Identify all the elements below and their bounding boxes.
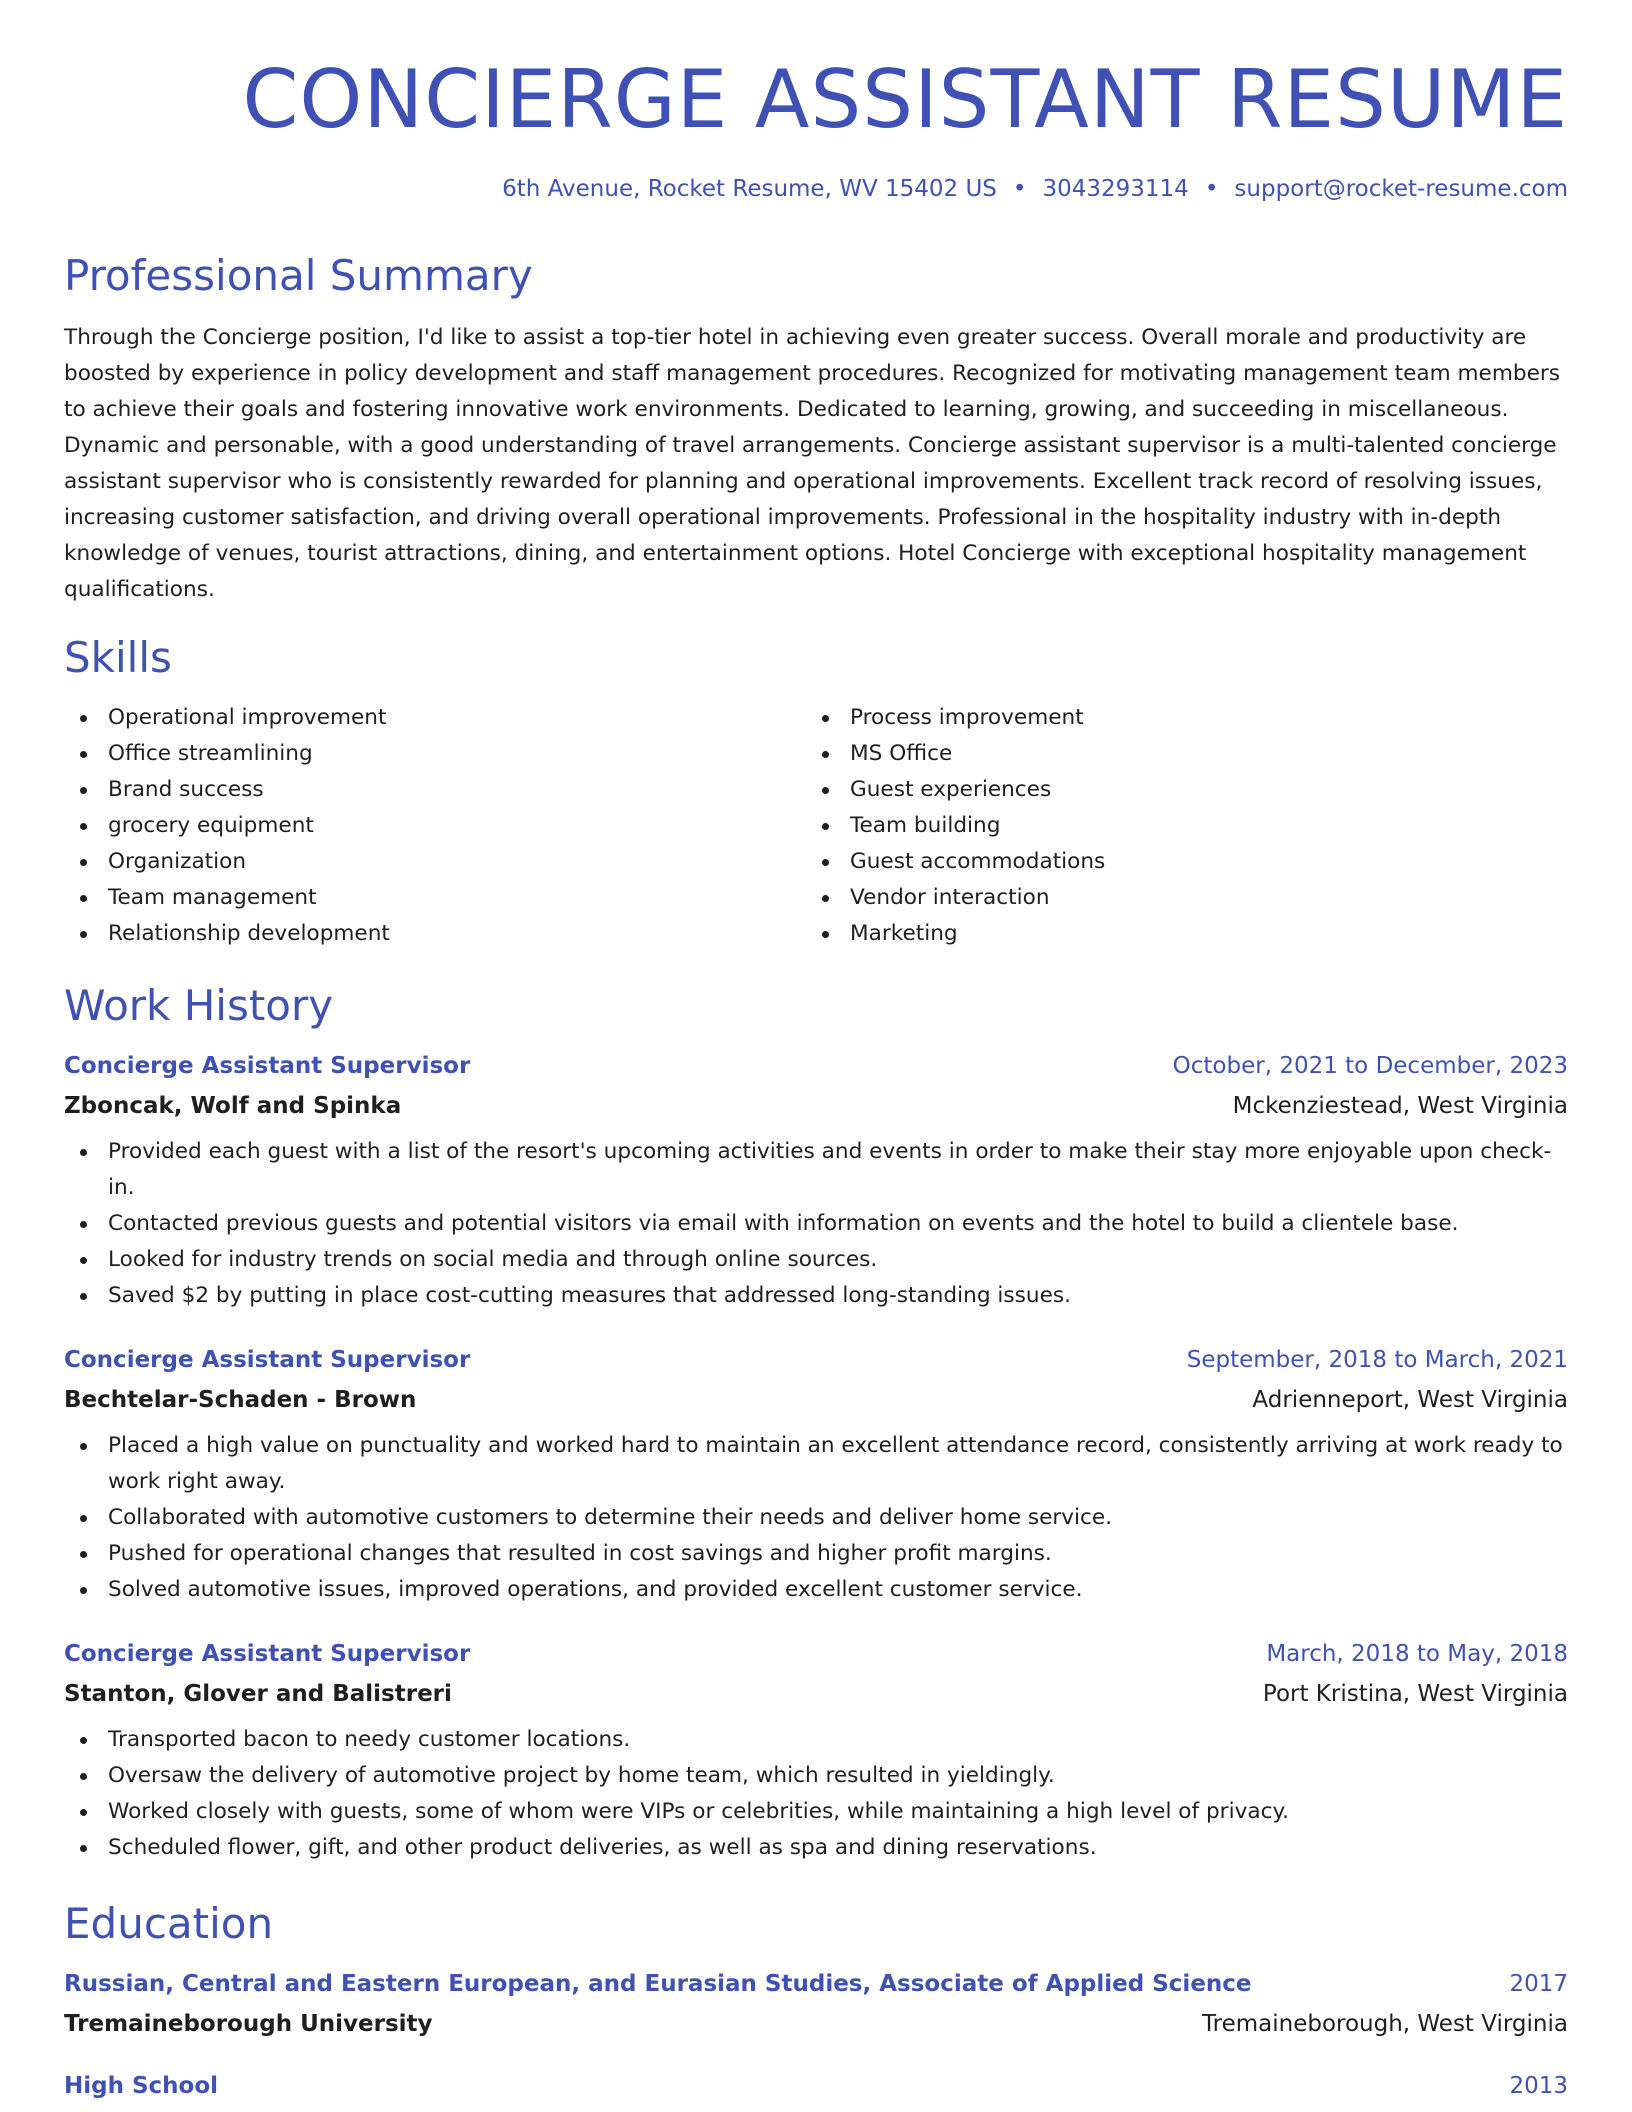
job-entry [64, 1634, 1568, 1866]
contact-separator: • [1012, 176, 1027, 202]
section-title-work-history: Work History [64, 981, 334, 1030]
job-title-row [64, 1046, 1568, 1086]
education-location: Tremaineborough, West Virginia [1201, 2011, 1568, 2037]
skill-item: Relationship development [64, 916, 806, 952]
section-title-education: Education [64, 1899, 274, 1948]
job-entry [64, 1046, 1568, 1314]
skills-columns [64, 700, 1568, 952]
education-degree-row [64, 2066, 1568, 2106]
job-dates: September, 2018 to March, 2021 [1186, 1347, 1568, 1373]
skill-item: Organization [64, 844, 806, 880]
job-company: Stanton, Glover and Balistreri [64, 1681, 452, 1707]
contact-separator: • [1204, 176, 1219, 202]
summary-section [64, 248, 1568, 608]
education-school: Tremaineborough University [64, 2011, 433, 2037]
contact-phone: 3043293114 [1042, 176, 1189, 202]
job-bullet: Pushed for operational changes that resulted in cost savings and higher profit margins. [64, 1536, 1568, 1572]
job-bullet: Oversaw the delivery of automotive project by home team, which resulted in yieldingly. [64, 1758, 1568, 1794]
skill-item: grocery equipment [64, 808, 806, 844]
job-company-row [64, 1380, 1568, 1420]
contact-email: support@rocket-resume.com [1234, 176, 1568, 202]
job-dates: October, 2021 to December, 2023 [1172, 1053, 1568, 1079]
job-title: Concierge Assistant Supervisor [64, 1347, 471, 1373]
job-company: Zboncak, Wolf and Spinka [64, 1093, 402, 1119]
skill-item: Guest experiences [806, 772, 1548, 808]
education-degree: Russian, Central and Eastern European, and Eurasian Studies, Associate of Applied Science [64, 1971, 1252, 1997]
job-title: Concierge Assistant Supervisor [64, 1053, 471, 1079]
section-title-summary: Professional Summary [64, 251, 533, 300]
skill-item: Brand success [64, 772, 806, 808]
job-bullet: Saved $2 by putting in place cost-cutting measures that addressed long-standing issues. [64, 1278, 1568, 1314]
resume-header [64, 50, 1568, 204]
job-location: Port Kristina, West Virginia [1262, 1681, 1568, 1707]
education-degree-row [64, 1964, 1568, 2004]
skill-item: Marketing [806, 916, 1548, 952]
education-school-row [64, 2004, 1568, 2044]
job-bullet: Looked for industry trends on social media and through online sources. [64, 1242, 1568, 1278]
job-title-row [64, 1634, 1568, 1674]
job-bullet: Contacted previous guests and potential visitors via email with information on events and the hotel to build a clientele base. [64, 1206, 1568, 1242]
job-location: Adrienneport, West Virginia [1252, 1387, 1568, 1413]
education-entry [64, 2066, 1568, 2106]
job-bullet: Placed a high value on punctuality and worked hard to maintain an excellent attendance record, consistently arriving at work ready to work right away. [64, 1428, 1568, 1500]
skills-list-left [64, 700, 806, 952]
skill-item: Process improvement [806, 700, 1548, 736]
resume-title: CONCIERGE ASSISTANT RESUME [242, 53, 1568, 146]
skills-list-right [806, 700, 1548, 952]
skills-section [64, 630, 1568, 952]
job-location: Mckenziestead, West Virginia [1232, 1093, 1568, 1119]
contact-line [64, 174, 1568, 204]
job-company: Bechtelar-Schaden - Brown [64, 1387, 417, 1413]
skill-item: MS Office [806, 736, 1548, 772]
work-history-section [64, 978, 1568, 1866]
education-section [64, 1896, 1568, 2106]
summary-text: Through the Concierge position, I'd like to assist a top-tier hotel in achieving even greater success. Overall morale and productivity are boosted by experience in policy development and staff management procedures. Recognized for motivating management team members to achieve their goals and fostering innovative work environments. Dedicated to learning, growing, and succeeding in miscellaneous. Dynamic and personable, with a good understanding of travel arrangements. Concierge assistant supervisor is a multi-talented concierge assistant supervisor who is consistently rewarded for planning and operational improvements. Excellent track record of resolving issues, increasing customer satisfaction, and driving overall operational improvements. Professional in the hospitality industry with in-depth knowledge of venues, tourist attractions, dining, and entertainment options. Hotel Concierge with exceptional hospitality management qualifications. [64, 325, 1560, 602]
job-bullet: Transported bacon to needy customer locations. [64, 1722, 1568, 1758]
job-title-row [64, 1340, 1568, 1380]
job-bullet: Solved automotive issues, improved operations, and provided excellent customer service. [64, 1572, 1568, 1608]
job-bullets [64, 1134, 1568, 1314]
job-company-row [64, 1674, 1568, 1714]
job-title: Concierge Assistant Supervisor [64, 1641, 471, 1667]
skill-item: Operational improvement [64, 700, 806, 736]
job-dates: March, 2018 to May, 2018 [1266, 1641, 1568, 1667]
education-degree: High School [64, 2073, 219, 2099]
skill-item: Vendor interaction [806, 880, 1548, 916]
job-bullet: Provided each guest with a list of the resort's upcoming activities and events in order to make their stay more enjoyable upon check-in. [64, 1134, 1568, 1206]
skill-item: Team building [806, 808, 1548, 844]
job-entry [64, 1340, 1568, 1608]
education-year: 2017 [1509, 1971, 1568, 1997]
contact-address: 6th Avenue, Rocket Resume, WV 15402 US [502, 176, 997, 202]
job-company-row [64, 1086, 1568, 1126]
job-bullets [64, 1428, 1568, 1608]
job-bullet: Worked closely with guests, some of whom were VIPs or celebrities, while maintaining a high level of privacy. [64, 1794, 1568, 1830]
skill-item: Team management [64, 880, 806, 916]
job-bullet: Collaborated with automotive customers to determine their needs and deliver home service. [64, 1500, 1568, 1536]
job-bullet: Scheduled flower, gift, and other product deliveries, as well as spa and dining reservations. [64, 1830, 1568, 1866]
education-year: 2013 [1509, 2073, 1568, 2099]
education-entry [64, 1964, 1568, 2044]
skill-item: Office streamlining [64, 736, 806, 772]
skill-item: Guest accommodations [806, 844, 1548, 880]
section-title-skills: Skills [64, 633, 172, 682]
job-bullets [64, 1722, 1568, 1866]
